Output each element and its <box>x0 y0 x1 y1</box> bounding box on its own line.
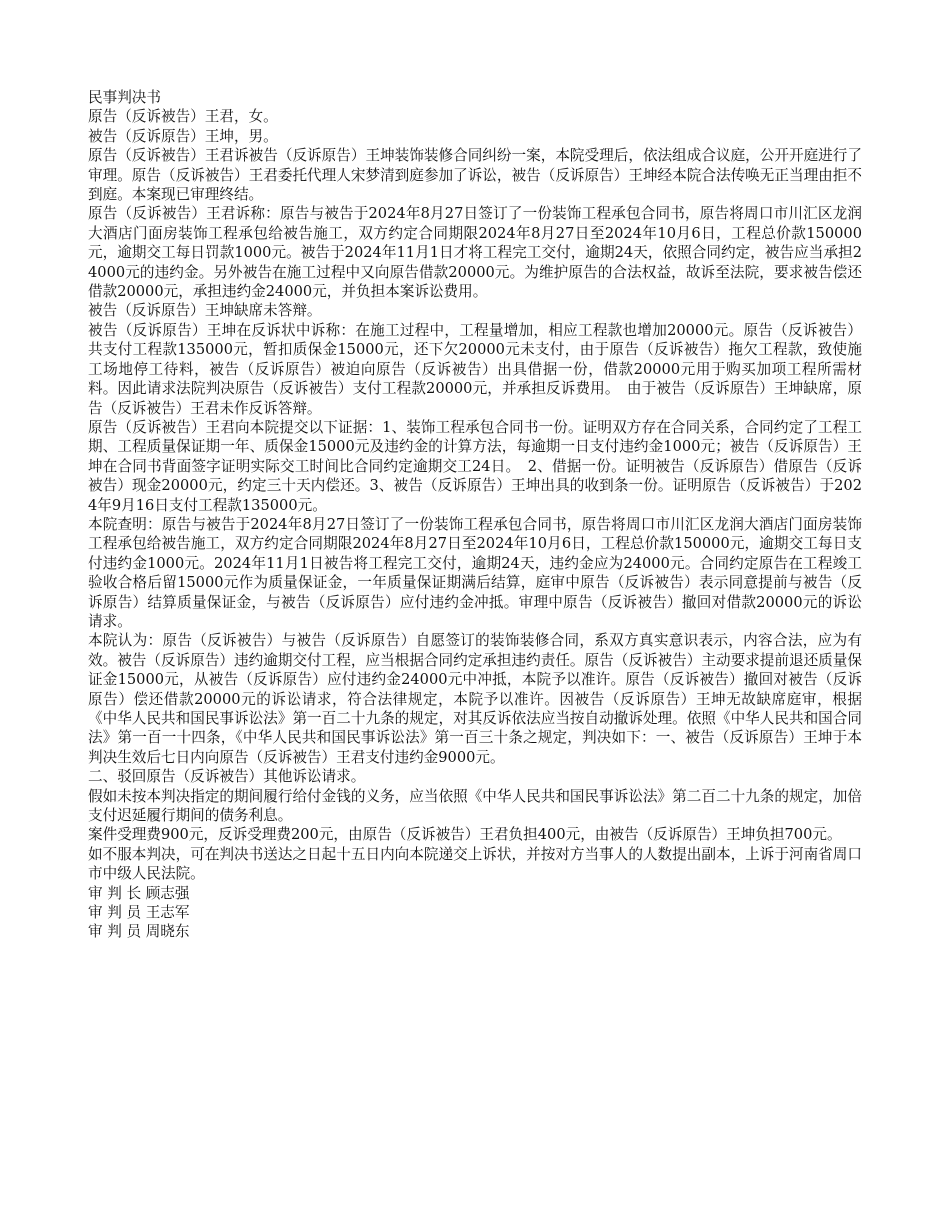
paragraph-evidence: 原告（反诉被告）王君向本院提交以下证据：1、装饰工程承包合同书一份。证明双方存在合同关系，合同约定了工程工期、工程质量保证期一年、质保金15000元及违约金的计算方法，每逾期一日支付违约金1000元；被告（反诉原告）王坤在合同书背面签字证明实际交工时间比合同约定逾期交工24日。 2、借据一份。证明被告（反诉原告）借原告（反诉被告）现金20000元，约定三十天内偿还。3、被告（反诉原告）王坤出具的收到条一份。证明原告（反诉被告）于2024年9月16日支付工程款135000元。 <box>88 418 862 514</box>
document-title: 民事判决书 <box>88 89 161 106</box>
judge-chief: 审 判 长 顾志强 <box>88 884 190 902</box>
paragraph-appeal: 如不服本判决，可在判决书送达之日起十五日内向本院递交上诉状，并按对方当事人的人数提出副本，上诉于河南省周口市中级人民法院。 <box>88 845 862 883</box>
paragraph-plaintiff: 原告（反诉被告）王君，女。 <box>88 108 278 126</box>
judge-member-1: 审 判 员 王志军 <box>88 904 190 922</box>
paragraph-ruling-two: 二、驳回原告（反诉被告）其他诉讼请求。 <box>88 768 366 786</box>
paragraph-plaintiff-claim: 原告（反诉被告）王君诉称：原告与被告于2024年8月27日签订了一份装饰工程承包合同书，原告将周口市川汇区龙润大酒店门面房装饰工程承包给被告施工，双方约定合同期限2024年8月27日至2024年10月6日，工程总价款150000元，逾期交工每日罚款1000元。被告于2024年11月1日才将工程完工交付，逾期24天，依照合同约定，被告应当承担24000元的违约金。另外被告在施工过程中又向原告借款20000元。为维护原告的合法权益，故诉至法院，要求被告偿还借款20000元，承担违约金24000元，并负担本案诉讼费用。 <box>88 205 862 301</box>
paragraph-fees: 案件受理费900元，反诉受理费200元，由原告（反诉被告）王君负担400元，由被告（反诉原告）王坤负担700元。 <box>88 826 842 844</box>
paragraph-late-payment: 假如未按本判决指定的期间履行给付金钱的义务，应当依照《中华人民共和国民事诉讼法》第二百二十九条的规定，加倍支付迟延履行期间的债务利息。 <box>88 787 862 825</box>
paragraph-case-intro: 原告（反诉被告）王君诉被告（反诉原告）王坤装饰装修合同纠纷一案，本院受理后，依法组成合议庭，公开开庭进行了审理。原告（反诉被告）王君委托代理人宋梦清到庭参加了诉讼，被告（反诉原告）王坤经本院合法传唤无正当理由拒不到庭。本案现已审理终结。 <box>88 147 862 204</box>
judge-member-2: 审 判 员 周晓东 <box>88 923 190 941</box>
paragraph-counterclaim: 被告（反诉原告）王坤在反诉状中诉称：在施工过程中，工程量增加，相应工程款也增加20000元。原告（反诉被告）共支付工程款135000元，暂扣质保金15000元，还下欠20000元未支付，由于原告（反诉被告）拖欠工程款，致使施工场地停工待料，被告（反诉原告）被迫向原告（反诉被告）出具借据一份，借款20000元用于购买加项工程所需材料。因此请求法院判决原告（反诉被告）支付工程款20000元，并承担反诉费用。 由于被告（反诉原告）王坤缺席，原告（反诉被告）王君未作反诉答辩。 <box>88 321 862 417</box>
paragraph-findings: 本院查明：原告与被告于2024年8月27日签订了一份装饰工程承包合同书，原告将周口市川汇区龙润大酒店门面房装饰工程承包给被告施工，双方约定合同期限2024年8月27日至2024年10月6日，工程总价款150000元，逾期交工每日支付违约金1000元。2024年11月1日被告将工程完工交付，逾期24天，违约金应为24000元。合同约定原告在工程竣工验收合格后留15000元作为质量保证金，一年质量保证期满后结算，庭审中原告（反诉被告）表示同意提前与被告（反诉原告）结算质量保证金，与被告（反诉原告）应付违约金冲抵。审理中原告（反诉被告）撤回对借款20000元的诉讼请求。 <box>88 515 862 630</box>
paragraph-court-opinion: 本院认为：原告（反诉被告）与被告（反诉原告）自愿签订的装饰装修合同，系双方真实意识表示，内容合法，应为有效。被告（反诉原告）违约逾期交付工程，应当根据合同约定承担违约责任。原告（反诉被告）主动要求提前退还质量保证金15000元，从被告（反诉原告）应付违约金24000元中冲抵，本院予以准许。原告（反诉被告）撤回对被告（反诉原告）偿还借款20000元的诉讼请求，符合法律规定，本院予以准许。因被告（反诉原告）王坤无故缺席庭审，根据《中华人民共和国民事诉讼法》第一百二十九条的规定，对其反诉依法应当按自动撤诉处理。依照《中华人民共和国合同法》第一百一十四条，《中华人民共和国民事诉讼法》第一百三十条之规定，判决如下：一、被告（反诉原告）王坤于本判决生效后七日内向原告（反诉被告）王君支付违约金9000元。 <box>88 632 862 766</box>
judgment-document <box>88 88 862 942</box>
paragraph-defendant-absent: 被告（反诉原告）王坤缺席未答辩。 <box>88 302 322 320</box>
paragraph-defendant: 被告（反诉原告）王坤，男。 <box>88 127 278 145</box>
